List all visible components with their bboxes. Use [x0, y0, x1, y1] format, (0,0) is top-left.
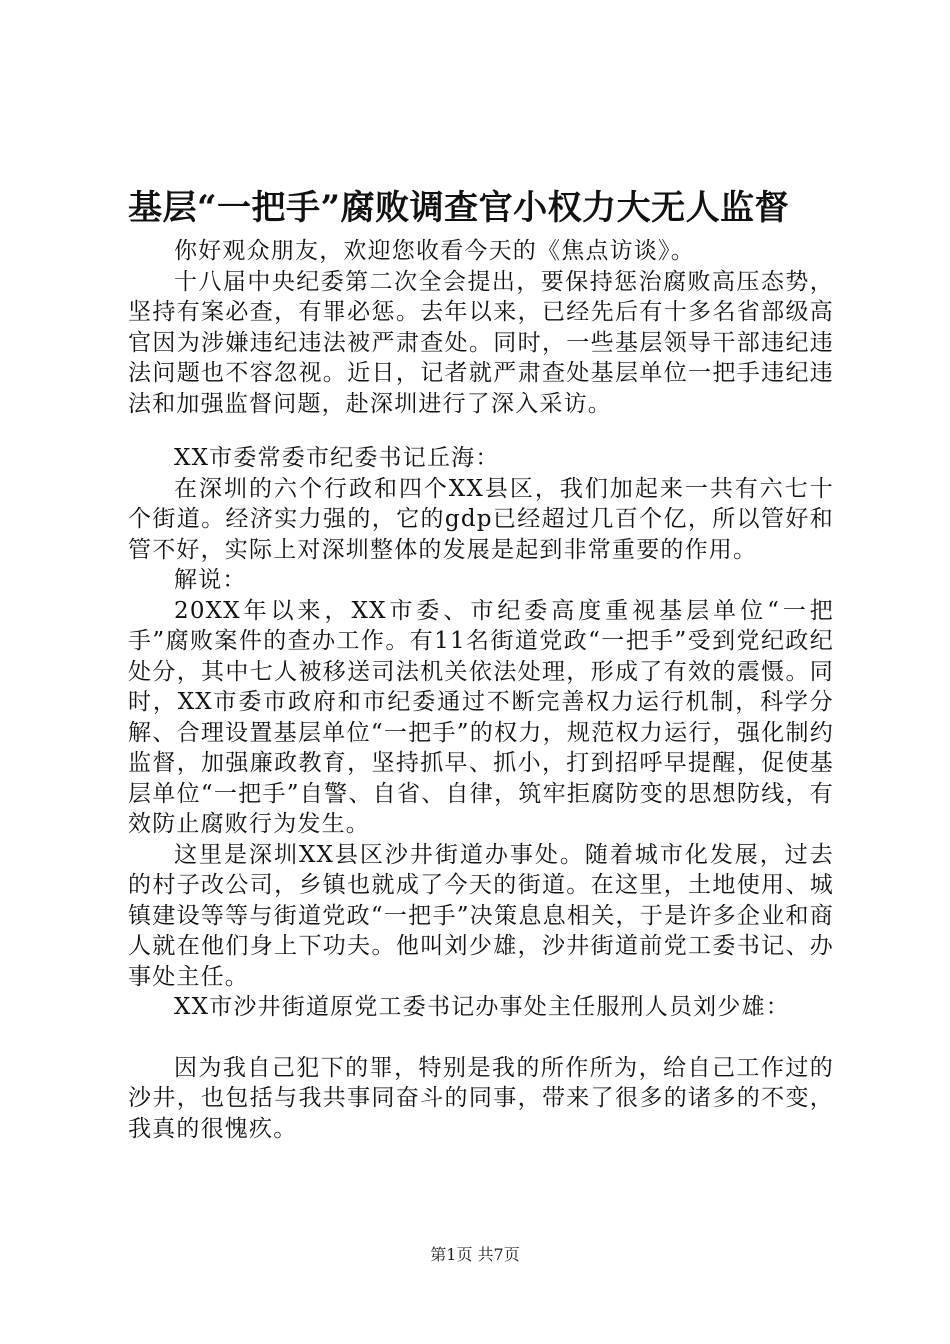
paragraph-speaker-qiuhai: XX市委常委市纪委书记丘海： — [174, 445, 500, 471]
page-number: 第1页 共7页 — [430, 1245, 520, 1264]
paragraph-narration: 20XX年以来，XX市委、市纪委高度重视基层单位“一把手”腐败案件的查办工作。有11名街道党政“一把手”受到党纪政纪处分，其中七人被移送司法机关依法处理，形成了有效的震慑。同时，XX市委市政府和市纪委通过不断完善权力运行机制，科学分解、合理设置基层单位“一把手”的权力，规范权力运行，强化制约监督，加强廉政教育，坚持抓早、抓小，打到招呼早提醒，促使基层单位“一把手”自警、自省、自律，筑牢拒腐防变的思想防线，有效防止腐败行为发生。 — [128, 597, 834, 837]
paragraph-narration-label: 解说： — [174, 567, 247, 593]
paragraph-intro: 十八届中央纪委第二次全会提出，要保持惩治腐败高压态势，坚持有案必查，有罪必惩。去年以来，已经先后有十多名省部级高官因为涉嫌违纪违法被严肃查处。同时，一些基层领导干部违纪违法问题也不容忽视。近日，记者就严肃查处基层单位一把手违纪违法和加强监督问题，赴深圳进行了深入采访。 — [128, 268, 834, 417]
paragraph-qiuhai-quote: 在深圳的六个行政和四个XX县区，我们加起来一共有六七十个街道。经济实力强的，它的gdp已经超过几百个亿，所以管好和管不好，实际上对深圳整体的发展是起到非常重要的作用。 — [128, 475, 834, 563]
document-title: 基层“一把手”腐败调查官小权力大无人监督 — [128, 188, 790, 228]
paragraph-shajing: 这里是深圳XX县区沙井街道办事处。随着城市化发展，过去的村子改公司，乡镇也就成了今天的街道。在这里，土地使用、城镇建设等等与街道党政“一把手”决策息息相关，于是许多企业和商人就在他们身上下功夫。他叫刘少雄，沙井街道前党工委书记、办事处主任。 — [128, 841, 834, 990]
paragraph-speaker-liushaoxiong: XX市沙井街道原党工委书记办事处主任服刑人员刘少雄： — [174, 994, 790, 1020]
document-body — [128, 236, 834, 1144]
paragraph-liushaoxiong-quote: 因为我自己犯下的罪，特别是我的所作所为，给自己工作过的沙井，也包括与我共事同奋斗的同事，带来了很多的诸多的不变，我真的很愧疚。 — [128, 1054, 834, 1142]
paragraph-greeting: 你好观众朋友，欢迎您收看今天的《焦点访谈》。 — [174, 238, 695, 264]
